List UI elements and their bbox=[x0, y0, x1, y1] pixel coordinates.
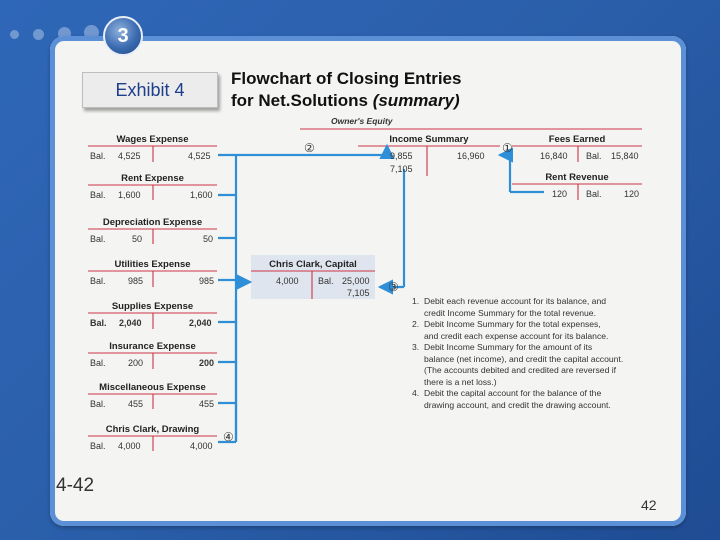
misc-bal-label: Bal. bbox=[90, 399, 106, 409]
step-item: 4. Debit the capital account for the balance of the drawing account, and credit the drawing account. bbox=[412, 388, 611, 410]
depreciation-debit: 50 bbox=[132, 234, 143, 244]
rent-expense-title: Rent Expense bbox=[121, 173, 184, 184]
fees-earned-title: Fees Earned bbox=[548, 134, 606, 145]
closing-steps-list bbox=[412, 296, 644, 411]
wages-expense-title: Wages Expense bbox=[116, 134, 189, 145]
depreciation-bal-label: Bal. bbox=[90, 234, 106, 244]
title-line-1: Flowchart of Closing Entries bbox=[231, 69, 462, 88]
step-item: 2. Debit Income Summary for the total expenses, and credit each expense account for its balance. bbox=[412, 319, 609, 341]
rent-revenue-bal-label: Bal. bbox=[586, 189, 602, 199]
misc-debit: 455 bbox=[128, 399, 144, 409]
capital-title: Chris Clark, Capital bbox=[269, 259, 357, 270]
utilities-expense-title: Utilities Expense bbox=[114, 259, 191, 270]
drawing-credit: 4,000 bbox=[190, 441, 213, 451]
wages-debit: 4,525 bbox=[118, 151, 141, 161]
income-summary-debit-2: 7,105 bbox=[390, 164, 413, 174]
supplies-expense-title: Supplies Expense bbox=[111, 301, 194, 312]
income-summary-debit-1: 9,855 bbox=[390, 151, 413, 161]
rent-revenue-credit: 120 bbox=[624, 189, 640, 199]
step-2-marker: ② bbox=[304, 141, 315, 155]
misc-credit: 455 bbox=[199, 399, 215, 409]
insurance-expense-title: Insurance Expense bbox=[109, 341, 196, 352]
rent-debit: 1,600 bbox=[118, 190, 141, 200]
chapter-badge: 3 bbox=[103, 16, 143, 56]
fees-bal-label: Bal. bbox=[586, 151, 602, 161]
capital-credit-1: 25,000 bbox=[342, 276, 370, 286]
capital-bal-label: Bal. bbox=[318, 276, 334, 286]
capital-credit-2: 7,105 bbox=[347, 288, 370, 298]
fees-debit: 16,840 bbox=[540, 151, 568, 161]
page-reference: 4-42 bbox=[56, 475, 95, 496]
income-summary-title: Income Summary bbox=[389, 134, 469, 145]
insurance-credit: 200 bbox=[199, 358, 215, 368]
depreciation-expense-title: Depreciation Expense bbox=[102, 217, 203, 228]
rent-bal-label: Bal. bbox=[90, 190, 106, 200]
supplies-bal-label: Bal. bbox=[90, 318, 107, 328]
utilities-debit: 985 bbox=[128, 276, 144, 286]
step-3-marker: ③ bbox=[388, 280, 399, 294]
step-item: 3. Debit Income Summary for the amount of its balance (net income), and credit the capital account. (The accounts debited and credited are reversed if there is a net loss.) bbox=[412, 342, 624, 387]
supplies-debit: 2,040 bbox=[119, 318, 142, 328]
drawing-bal-label: Bal. bbox=[90, 441, 106, 451]
step-item: 1. Debit each revenue account for its balance, and credit Income Summary for the total revenue. bbox=[412, 296, 607, 318]
drawing-title: Chris Clark, Drawing bbox=[105, 424, 200, 435]
rent-credit: 1,600 bbox=[190, 190, 213, 200]
depreciation-credit: 50 bbox=[203, 234, 214, 244]
insurance-debit: 200 bbox=[128, 358, 144, 368]
step-4-marker: ④ bbox=[223, 430, 234, 444]
income-summary-credit: 16,960 bbox=[457, 151, 485, 161]
title-summary: (summary) bbox=[372, 91, 460, 110]
rent-revenue-debit: 120 bbox=[552, 189, 568, 199]
owners-equity-label: Owner's Equity bbox=[331, 116, 393, 126]
drawing-debit: 4,000 bbox=[118, 441, 141, 451]
misc-expense-title: Miscellaneous Expense bbox=[99, 382, 206, 393]
wages-bal-label: Bal. bbox=[90, 151, 106, 161]
exhibit-label: Exhibit 4 bbox=[82, 72, 218, 108]
wages-credit: 4,525 bbox=[188, 151, 211, 161]
step-1-marker: ① bbox=[502, 141, 513, 155]
capital-debit: 4,000 bbox=[276, 276, 299, 286]
insurance-bal-label: Bal. bbox=[90, 358, 106, 368]
utilities-bal-label: Bal. bbox=[90, 276, 106, 286]
fees-credit: 15,840 bbox=[611, 151, 639, 161]
title-line-2: for Net.Solutions bbox=[231, 91, 368, 110]
utilities-credit: 985 bbox=[199, 276, 215, 286]
rent-revenue-title: Rent Revenue bbox=[545, 172, 609, 183]
page-number: 42 bbox=[641, 497, 657, 513]
supplies-credit: 2,040 bbox=[189, 318, 212, 328]
